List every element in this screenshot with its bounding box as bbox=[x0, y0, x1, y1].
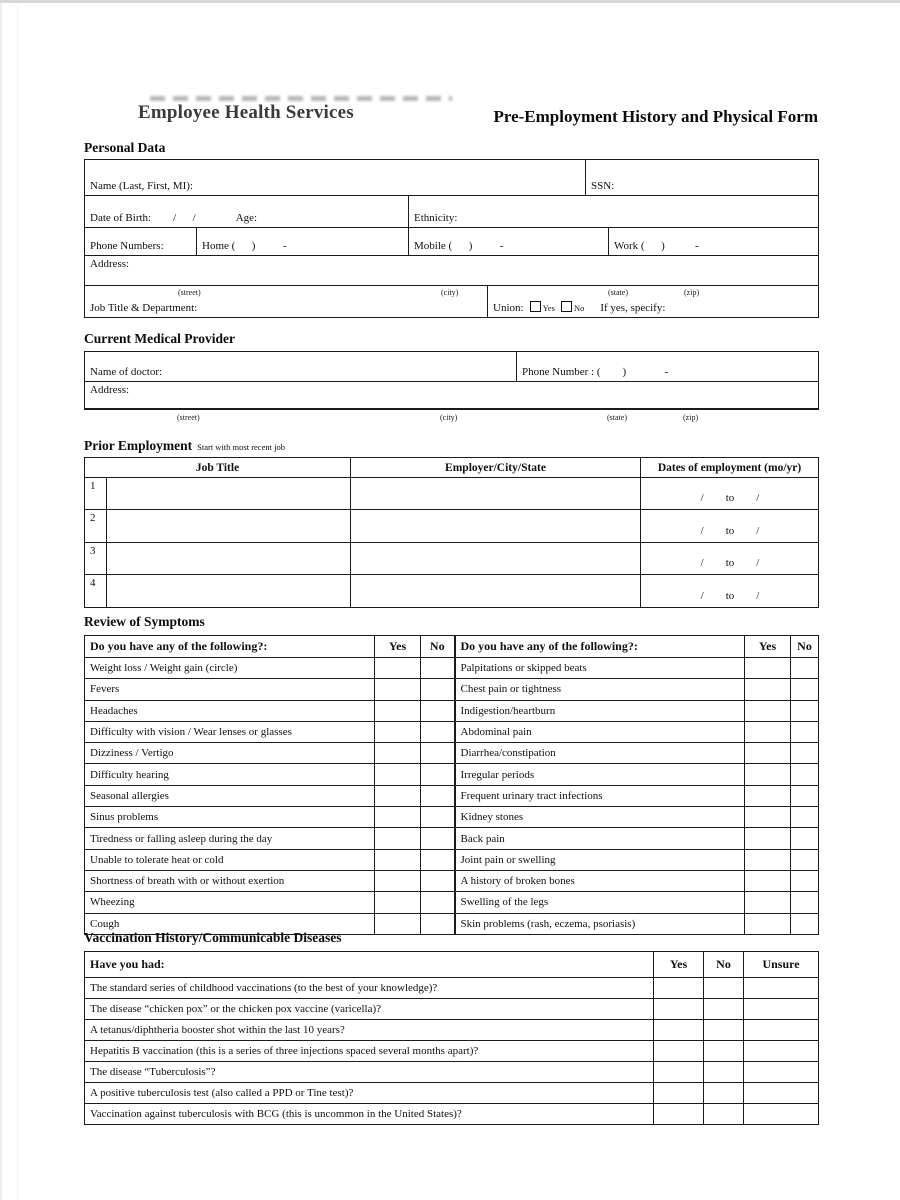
review-of-symptoms-table bbox=[84, 635, 819, 935]
no-cell[interactable] bbox=[791, 764, 819, 785]
yes-cell[interactable] bbox=[375, 785, 421, 806]
symptom-row bbox=[85, 658, 819, 679]
yes-cell[interactable] bbox=[654, 1062, 704, 1083]
yes-cell[interactable] bbox=[745, 849, 791, 870]
yes-cell[interactable] bbox=[745, 658, 791, 679]
state-sublabel: (state) bbox=[607, 413, 627, 422]
address-field-cell[interactable] bbox=[85, 256, 819, 286]
no-cell[interactable] bbox=[791, 679, 819, 700]
vaccination-row bbox=[85, 1020, 819, 1041]
street-city-jobtitle-cell[interactable] bbox=[85, 286, 488, 318]
phone-numbers-label: Phone Numbers: bbox=[90, 240, 164, 252]
home-phone-label: Home ( ) - bbox=[202, 240, 287, 252]
no-cell[interactable] bbox=[421, 849, 455, 870]
no-cell[interactable] bbox=[421, 892, 455, 913]
no-cell[interactable] bbox=[421, 658, 455, 679]
vaccination-label: The disease “Tuberculosis”? bbox=[85, 1062, 654, 1083]
symptom-label: Seasonal allergies bbox=[85, 785, 375, 806]
row-number: 3 bbox=[85, 543, 107, 575]
job-title-label: Job Title & Department: bbox=[90, 302, 198, 314]
state-sublabel: (state) bbox=[608, 288, 628, 297]
form-title: Pre-Employment History and Physical Form bbox=[493, 107, 818, 126]
no-cell[interactable] bbox=[791, 849, 819, 870]
vaccination-question-header: Have you had: bbox=[85, 952, 654, 978]
no-cell[interactable] bbox=[791, 743, 819, 764]
symptom-label: Unable to tolerate heat or cold bbox=[85, 849, 375, 870]
home-phone-field-cell[interactable] bbox=[197, 228, 409, 256]
row-number: 1 bbox=[85, 478, 107, 510]
mobile-phone-field-cell[interactable] bbox=[409, 228, 609, 256]
symptom-label: Indigestion/heartburn bbox=[455, 700, 745, 721]
col-header-job-title: Job Title bbox=[85, 458, 351, 478]
union-yes-label: Yes bbox=[542, 303, 555, 313]
employment-row bbox=[85, 510, 819, 543]
unsure-cell[interactable] bbox=[744, 978, 819, 999]
no-cell[interactable] bbox=[421, 870, 455, 891]
symptom-row bbox=[85, 764, 819, 785]
no-cell[interactable] bbox=[704, 1062, 744, 1083]
dob-label: Date of Birth: / / bbox=[90, 212, 196, 224]
symptom-label: Cough bbox=[85, 913, 375, 934]
yes-cell[interactable] bbox=[375, 700, 421, 721]
unsure-header: Unsure bbox=[744, 952, 819, 978]
symptom-label: Irregular periods bbox=[455, 764, 745, 785]
dates-input-cell[interactable]: / to / bbox=[641, 510, 819, 543]
col-header-employer: Employer/City/State bbox=[351, 458, 641, 478]
symptom-row bbox=[85, 785, 819, 806]
yes-cell[interactable] bbox=[654, 1104, 704, 1125]
symptom-label: Dizziness / Vertigo bbox=[85, 743, 375, 764]
job-title-input-cell[interactable] bbox=[107, 543, 351, 575]
no-header: No bbox=[704, 952, 744, 978]
vaccination-label: Hepatitis B vaccination (this is a series of three injections spaced several months apart)? bbox=[85, 1041, 654, 1062]
no-cell[interactable] bbox=[704, 978, 744, 999]
yes-header: Yes bbox=[654, 952, 704, 978]
review-of-symptoms-heading: Review of Symptoms bbox=[84, 614, 205, 629]
yes-cell[interactable] bbox=[654, 978, 704, 999]
yes-cell[interactable] bbox=[375, 743, 421, 764]
no-cell[interactable] bbox=[791, 721, 819, 742]
vaccination-row bbox=[85, 1083, 819, 1104]
yes-cell[interactable] bbox=[375, 679, 421, 700]
employment-row bbox=[85, 478, 819, 510]
vaccination-row bbox=[85, 999, 819, 1020]
yes-cell[interactable] bbox=[745, 807, 791, 828]
no-cell[interactable] bbox=[421, 764, 455, 785]
vaccination-label: A positive tuberculosis test (also called a PPD or Tine test)? bbox=[85, 1083, 654, 1104]
scan-left-edge bbox=[0, 3, 2, 1200]
medical-provider-table bbox=[84, 351, 819, 410]
employer-input-cell[interactable] bbox=[351, 575, 641, 608]
yes-cell[interactable] bbox=[654, 999, 704, 1020]
job-title-input-cell[interactable] bbox=[107, 478, 351, 510]
row-number: 2 bbox=[85, 510, 107, 543]
yes-header: Yes bbox=[745, 636, 791, 658]
personal-data-heading: Personal Data bbox=[84, 140, 166, 155]
redacted-text-line bbox=[150, 96, 452, 101]
scan-left-edge-2 bbox=[17, 3, 18, 1200]
yes-cell[interactable] bbox=[375, 658, 421, 679]
dates-input-cell[interactable]: / to / bbox=[641, 478, 819, 510]
symptom-row bbox=[85, 743, 819, 764]
symptom-label: Diarrhea/constipation bbox=[455, 743, 745, 764]
symptom-row bbox=[85, 700, 819, 721]
no-cell[interactable] bbox=[791, 913, 819, 934]
no-header: No bbox=[421, 636, 455, 658]
medical-provider-heading: Current Medical Provider bbox=[84, 331, 235, 346]
no-cell[interactable] bbox=[791, 807, 819, 828]
vaccination-history-heading: Vaccination History/Communicable Diseases bbox=[84, 930, 342, 945]
yes-cell[interactable] bbox=[745, 700, 791, 721]
yes-cell[interactable] bbox=[745, 721, 791, 742]
symptom-label: Fevers bbox=[85, 679, 375, 700]
symptom-label: Difficulty with vision / Wear lenses or glasses bbox=[85, 721, 375, 742]
symptom-row bbox=[85, 892, 819, 913]
prior-employment-table bbox=[84, 457, 819, 608]
street-sublabel: (street) bbox=[177, 413, 200, 422]
employment-row bbox=[85, 543, 819, 575]
ethnicity-field-cell[interactable] bbox=[409, 196, 819, 228]
no-cell[interactable] bbox=[791, 785, 819, 806]
provider-phone-label: Phone Number : ( ) - bbox=[522, 366, 669, 378]
symptom-label: Frequent urinary tract infections bbox=[455, 785, 745, 806]
symptom-label: Back pain bbox=[455, 828, 745, 849]
dob-field-cell[interactable] bbox=[85, 196, 409, 228]
organization-logo-text: Employee Health Services bbox=[138, 102, 354, 123]
symptom-label: Shortness of breath with or without exertion bbox=[85, 870, 375, 891]
state-zip-union-cell[interactable] bbox=[488, 286, 819, 318]
symptoms-question-header-left: Do you have any of the following?: bbox=[85, 636, 375, 658]
symptom-label: Headaches bbox=[85, 700, 375, 721]
yes-cell[interactable] bbox=[654, 1020, 704, 1041]
prior-employment-heading bbox=[84, 438, 285, 454]
symptom-label: Chest pain or tightness bbox=[455, 679, 745, 700]
symptom-label: Palpitations or skipped beats bbox=[455, 658, 745, 679]
no-cell[interactable] bbox=[421, 743, 455, 764]
no-cell[interactable] bbox=[704, 1083, 744, 1104]
symptom-label: Joint pain or swelling bbox=[455, 849, 745, 870]
vaccination-row bbox=[85, 1104, 819, 1125]
symptom-row bbox=[85, 679, 819, 700]
union-specify-label: If yes, specify: bbox=[600, 302, 666, 314]
name-field-cell[interactable] bbox=[85, 160, 586, 196]
unsure-cell[interactable] bbox=[744, 1083, 819, 1104]
vaccination-row bbox=[85, 1041, 819, 1062]
symptom-label: Swelling of the legs bbox=[455, 892, 745, 913]
vaccination-label: Vaccination against tuberculosis with BCG (this is uncommon in the United States)? bbox=[85, 1104, 654, 1125]
unsure-cell[interactable] bbox=[744, 1041, 819, 1062]
yes-cell[interactable] bbox=[375, 764, 421, 785]
employer-input-cell[interactable] bbox=[351, 510, 641, 543]
symptom-label: Sinus problems bbox=[85, 807, 375, 828]
yes-cell[interactable] bbox=[375, 870, 421, 891]
symptom-label: Difficulty hearing bbox=[85, 764, 375, 785]
symptom-row bbox=[85, 721, 819, 742]
zip-sublabel: (zip) bbox=[683, 413, 699, 422]
symptom-label: Skin problems (rash, eczema, psoriasis) bbox=[455, 913, 745, 934]
zip-sublabel: (zip) bbox=[684, 288, 700, 297]
dates-input-cell[interactable]: / to / bbox=[641, 543, 819, 575]
yes-cell[interactable] bbox=[654, 1041, 704, 1062]
vaccination-row bbox=[85, 978, 819, 999]
work-phone-label: Work ( ) - bbox=[614, 240, 699, 252]
vaccination-history-table bbox=[84, 951, 819, 1125]
vaccination-label: A tetanus/diphtheria booster shot within the last 10 years? bbox=[85, 1020, 654, 1041]
prior-employment-note: Start with most recent job bbox=[197, 442, 285, 452]
union-no-label: No bbox=[573, 303, 585, 313]
unsure-cell[interactable] bbox=[744, 1020, 819, 1041]
employer-input-cell[interactable] bbox=[351, 543, 641, 575]
provider-address-field-cell[interactable] bbox=[85, 382, 819, 409]
symptom-row bbox=[85, 828, 819, 849]
row-number: 4 bbox=[85, 575, 107, 608]
no-cell[interactable] bbox=[791, 828, 819, 849]
symptom-label: A history of broken bones bbox=[455, 870, 745, 891]
no-cell[interactable] bbox=[791, 870, 819, 891]
symptom-label: Kidney stones bbox=[455, 807, 745, 828]
no-cell[interactable] bbox=[421, 700, 455, 721]
yes-cell[interactable] bbox=[375, 892, 421, 913]
symptom-row bbox=[85, 807, 819, 828]
dates-input-cell[interactable]: / to / bbox=[641, 575, 819, 608]
mobile-phone-label: Mobile ( ) - bbox=[414, 240, 504, 252]
symptom-row bbox=[85, 870, 819, 891]
no-cell[interactable] bbox=[421, 679, 455, 700]
name-label: Name (Last, First, MI): bbox=[90, 180, 193, 192]
yes-cell[interactable] bbox=[745, 913, 791, 934]
city-sublabel: (city) bbox=[440, 413, 458, 422]
no-cell[interactable] bbox=[421, 913, 455, 934]
no-cell[interactable] bbox=[704, 1104, 744, 1125]
yes-cell[interactable] bbox=[745, 743, 791, 764]
yes-cell[interactable] bbox=[375, 849, 421, 870]
no-cell[interactable] bbox=[421, 828, 455, 849]
no-header: No bbox=[791, 636, 819, 658]
symptom-row bbox=[85, 849, 819, 870]
union-no-checkbox[interactable] bbox=[561, 301, 572, 312]
provider-phone-field-cell[interactable] bbox=[517, 352, 819, 382]
no-cell[interactable] bbox=[704, 1041, 744, 1062]
yes-cell[interactable] bbox=[375, 721, 421, 742]
symptom-label: Wheezing bbox=[85, 892, 375, 913]
no-cell[interactable] bbox=[791, 700, 819, 721]
yes-cell[interactable] bbox=[745, 785, 791, 806]
provider-address-sublabels bbox=[84, 413, 818, 425]
symptoms-question-header-right: Do you have any of the following?: bbox=[455, 636, 745, 658]
doctor-name-label: Name of doctor: bbox=[90, 366, 163, 378]
unsure-cell[interactable] bbox=[744, 1104, 819, 1125]
unsure-cell[interactable] bbox=[744, 999, 819, 1020]
yes-cell[interactable] bbox=[745, 679, 791, 700]
yes-cell[interactable] bbox=[745, 828, 791, 849]
street-sublabel: (street) bbox=[178, 288, 201, 297]
job-title-input-cell[interactable] bbox=[107, 575, 351, 608]
yes-header: Yes bbox=[375, 636, 421, 658]
no-cell[interactable] bbox=[704, 999, 744, 1020]
yes-cell[interactable] bbox=[654, 1083, 704, 1104]
vaccination-row bbox=[85, 1062, 819, 1083]
vaccination-label: The disease “chicken pox” or the chicken pox vaccine (varicella)? bbox=[85, 999, 654, 1020]
personal-data-table bbox=[84, 159, 819, 318]
work-phone-field-cell[interactable] bbox=[609, 228, 819, 256]
address-label: Address: bbox=[90, 258, 130, 270]
age-label: Age: bbox=[235, 212, 258, 224]
no-cell[interactable] bbox=[704, 1020, 744, 1041]
employer-input-cell[interactable] bbox=[351, 478, 641, 510]
yes-cell[interactable] bbox=[375, 807, 421, 828]
col-header-dates: Dates of employment (mo/yr) bbox=[641, 458, 819, 478]
ssn-field-cell[interactable] bbox=[586, 160, 819, 196]
no-cell[interactable] bbox=[421, 785, 455, 806]
provider-address-label: Address: bbox=[90, 384, 130, 396]
job-title-input-cell[interactable] bbox=[107, 510, 351, 543]
yes-cell[interactable] bbox=[745, 764, 791, 785]
phone-numbers-cell bbox=[85, 228, 197, 256]
ethnicity-label: Ethnicity: bbox=[414, 212, 458, 224]
symptom-label: Abdominal pain bbox=[455, 721, 745, 742]
yes-cell[interactable] bbox=[375, 828, 421, 849]
no-cell[interactable] bbox=[791, 658, 819, 679]
scan-top-edge bbox=[0, 0, 900, 3]
union-label: Union: bbox=[493, 302, 524, 314]
symptom-label: Weight loss / Weight gain (circle) bbox=[85, 658, 375, 679]
yes-cell[interactable] bbox=[375, 913, 421, 934]
employment-row bbox=[85, 575, 819, 608]
no-cell[interactable] bbox=[791, 892, 819, 913]
prior-employment-title: Prior Employment bbox=[84, 438, 193, 453]
city-sublabel: (city) bbox=[441, 288, 459, 297]
doctor-name-field-cell[interactable] bbox=[85, 352, 517, 382]
no-cell[interactable] bbox=[421, 721, 455, 742]
yes-cell[interactable] bbox=[745, 892, 791, 913]
no-cell[interactable] bbox=[421, 807, 455, 828]
vaccination-label: The standard series of childhood vaccinations (to the best of your knowledge)? bbox=[85, 978, 654, 999]
union-yes-checkbox[interactable] bbox=[530, 301, 541, 312]
unsure-cell[interactable] bbox=[744, 1062, 819, 1083]
union-line bbox=[493, 301, 665, 314]
yes-cell[interactable] bbox=[745, 870, 791, 891]
ssn-label: SSN: bbox=[591, 180, 615, 192]
symptom-label: Tiredness or falling asleep during the day bbox=[85, 828, 375, 849]
